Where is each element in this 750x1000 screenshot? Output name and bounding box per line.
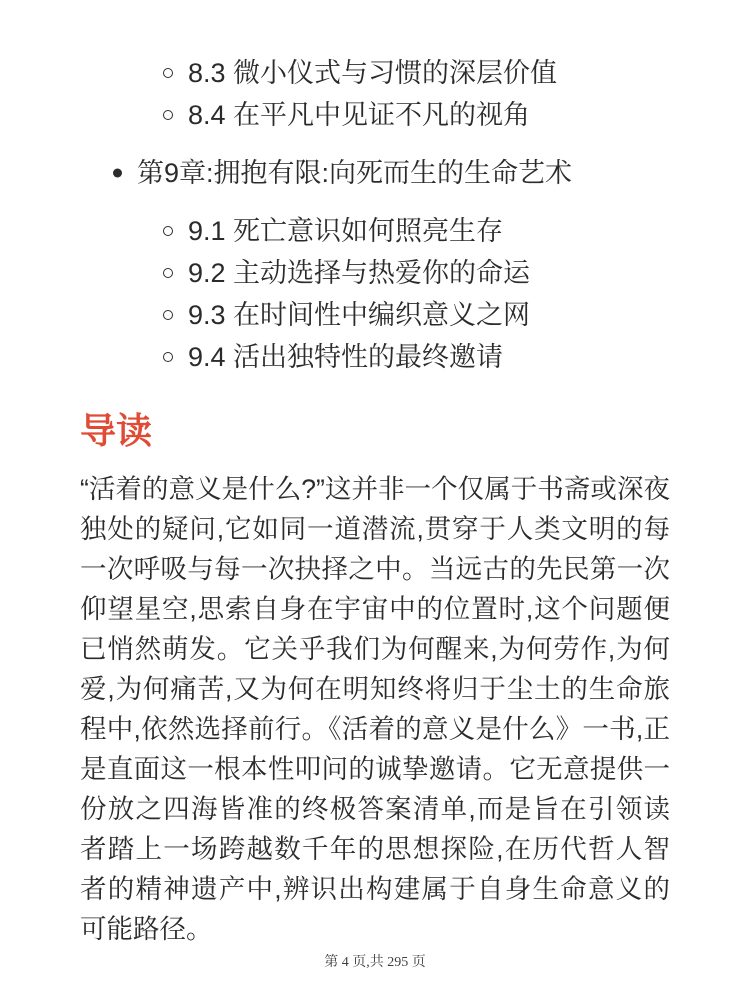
toc-subitem-label: 9.1 死亡意识如何照亮生存 (188, 216, 504, 246)
toc-subitem-label: 8.4 在平凡中见证不凡的视角 (188, 100, 531, 130)
toc-chapter-label: 第9章:拥抱有限:向死而生的生命艺术 (137, 158, 573, 188)
reading-guide-paragraph: “活着的意义是什么?”这并非一个仅属于书斋或深夜独处的疑问,它如同一道潜流,贯穿于人类文明的每一次呼吸与每一次抉择之中。当远古的先民第一次仰望星空,思索自身在宇宙中的位置时,这个问题便已悄然萌发。它关乎我们为何醒来,为何劳作,为何爱,为何痛苦,又为何在明知终将归于尘土的生命旅程中,依然选择前行。《活着的意义是什么》一书,正是直面这一根本性叩问的诚挚邀请。它无意提供一份放之四海皆准的终极答案清单,而是旨在引领读者踏上一场跨越数千年的思想探险,在历代哲人智者的精神遗产中,辨识出构建属于自身生命意义的可能路径。 (80, 474, 670, 944)
toc-subitem-9-4 (80, 336, 670, 378)
toc-chapter9-item (80, 152, 670, 194)
toc-subitem-label: 8.3 微小仪式与习惯的深层价值 (188, 58, 558, 88)
toc-subitem-9-3 (80, 294, 670, 336)
circle-bullet-icon (163, 68, 173, 78)
toc-chapter9-sublist (80, 210, 670, 378)
toc-subitem-label: 9.3 在时间性中编织意义之网 (188, 300, 531, 330)
toc-subitem-label: 9.2 主动选择与热爱你的命运 (188, 258, 531, 288)
circle-bullet-icon (163, 352, 173, 362)
circle-bullet-icon (163, 110, 173, 120)
toc-list (80, 0, 670, 378)
toc-subitem-9-1 (80, 210, 670, 252)
toc-chapter8-sublist (80, 52, 670, 136)
disc-bullet-icon (113, 169, 122, 178)
circle-bullet-icon (163, 268, 173, 278)
page-number-footer: 第 4 页,共 295 页 (324, 955, 426, 970)
reading-guide-heading: 导读 (80, 410, 153, 451)
circle-bullet-icon (163, 310, 173, 320)
toc-subitem-label: 9.4 活出独特性的最终邀请 (188, 342, 504, 372)
toc-subitem-8-3 (80, 52, 670, 94)
circle-bullet-icon (163, 226, 173, 236)
toc-subitem-9-2 (80, 252, 670, 294)
toc-subitem-8-4 (80, 94, 670, 136)
